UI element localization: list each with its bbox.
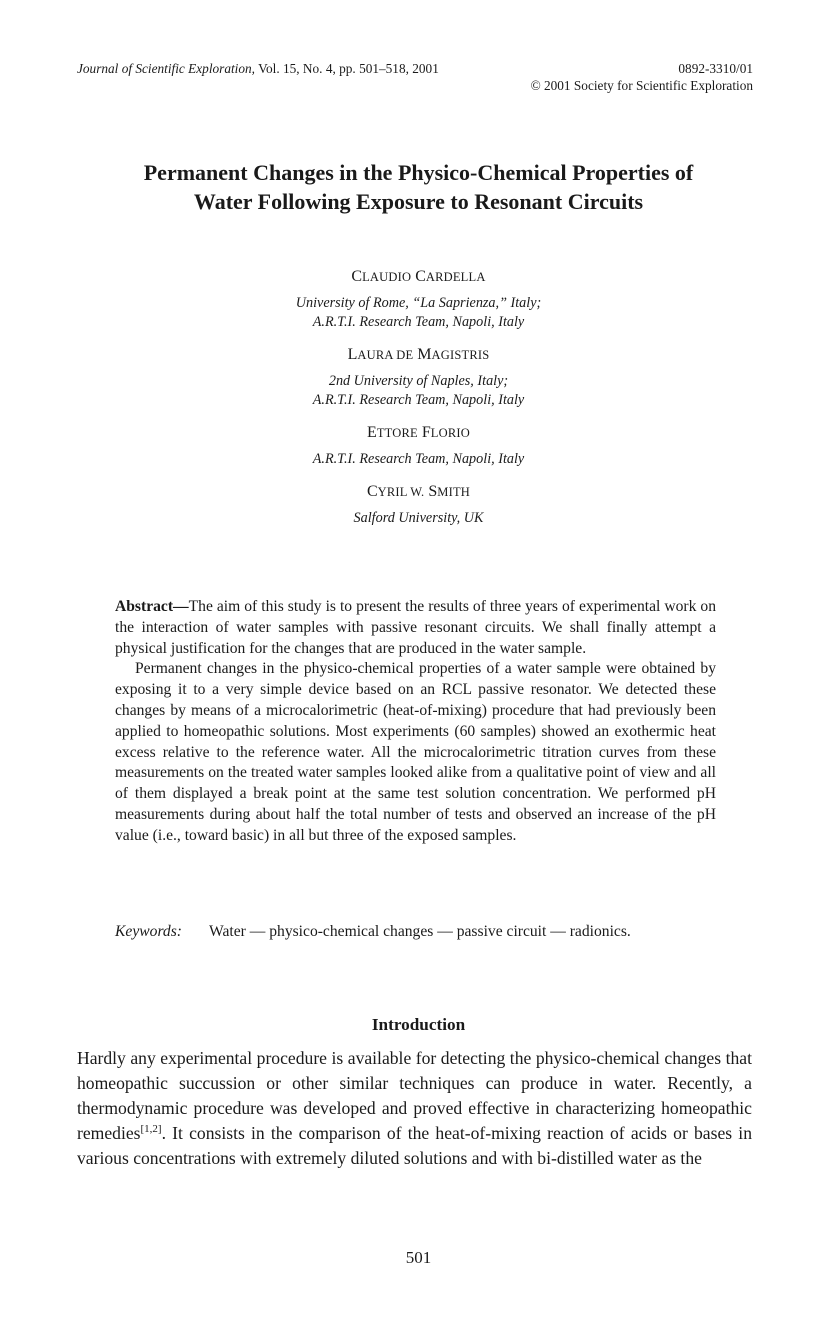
author-name: ETTORE FLORIO xyxy=(367,424,470,441)
abstract-paragraph-1: Abstract—The aim of this study is to present the results of three years of experimental work on the interaction of water samples with passive resonant circuits. We shall finally attempt a physical justification for the changes that are produced in the water sample. xyxy=(115,598,716,657)
title-line-1: Permanent Changes in the Physico-Chemical Properties of xyxy=(143,160,694,185)
section-heading-introduction: Introduction xyxy=(371,1015,466,1034)
introduction-paragraph: Hardly any experimental procedure is available for detecting the physico-chemical changes that homeopathic succussion or other similar techniques can produce in water. Recently, a thermodynamic procedure was developed and proved effective in characterizing homeopathic remedies[1,2]. It consists in the comparison of the heat-of-mixing reaction of acids or bases in various concentrations with extremely diluted solutions and with bi-distilled water as the xyxy=(77,1048,752,1168)
author-name: CLAUDIO CARDELLA xyxy=(351,268,486,285)
author-block xyxy=(60,481,777,528)
author-affiliation: 2nd University of Naples, Italy; A.R.T.I. Research Team, Napoli, Italy xyxy=(312,373,525,408)
abstract xyxy=(115,597,716,847)
author-name: LAURA DE MAGISTRIS xyxy=(347,346,490,363)
paper-title xyxy=(60,158,777,216)
keywords xyxy=(115,922,716,943)
author-block xyxy=(60,422,777,469)
author-affiliation: University of Rome, “La Saprienza,” Italy; A.R.T.I. Research Team, Napoli, Italy xyxy=(295,295,542,330)
copyright-notice: © 2001 Society for Scientific Exploration xyxy=(530,78,753,93)
issn: 0892-3310/01 xyxy=(678,61,753,76)
running-header-citation xyxy=(77,60,439,77)
abstract-paragraph-2: Permanent changes in the physico-chemical properties of a water sample were obtained by exposing it to a very simple device based on an RCL passive resonator. We detected these changes by means of a microcalorimetric (heat-of-mixing) procedure that had previously been applied to homeopathic solutions. Most experiments (60 samples) showed an exothermic heat excess relative to the reference water. All the microcalorimetric titration curves from these measurements on the treated water samples looked alike from a qualitative point of view and all of them displayed a break point at the same test solution concentration. We performed pH measurements during about half the total number of tests and observed an increase of the pH value (i.e., toward basic) in all but three of the exposed samples. xyxy=(115,660,716,844)
abstract-label: Abstract— xyxy=(115,598,189,615)
running-header-right xyxy=(531,60,753,94)
journal-name: Journal of Scientific Exploration, xyxy=(77,61,256,76)
author-affiliation: Salford University, UK xyxy=(353,510,484,526)
author-name: CYRIL W. SMITH xyxy=(366,483,471,500)
author-list xyxy=(60,266,777,540)
title-line-2: Water Following Exposure to Resonant Circuits xyxy=(193,189,644,214)
volume-info: Vol. 15, No. 4, pp. 501–518, 2001 xyxy=(255,61,439,76)
author-block xyxy=(60,344,777,410)
citation-reference: [1,2] xyxy=(140,1123,162,1136)
author-block xyxy=(60,266,777,332)
author-affiliation: A.R.T.I. Research Team, Napoli, Italy xyxy=(312,451,525,467)
keywords-text: Water — physico-chemical changes — passive circuit — radionics. xyxy=(209,923,631,940)
keywords-label: Keywords: xyxy=(115,923,182,940)
page-number: 501 xyxy=(405,1248,432,1267)
